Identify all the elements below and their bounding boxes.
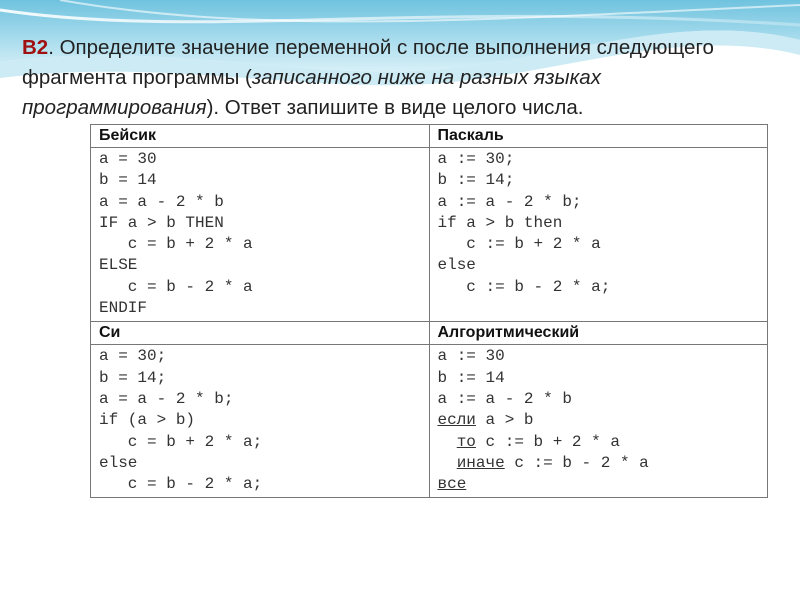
- code-line: b = 14: [99, 171, 157, 190]
- keyword-then: то: [456, 432, 476, 451]
- code-line: [438, 432, 760, 453]
- code-basic: [91, 148, 430, 322]
- code-line: ENDIF: [99, 299, 148, 318]
- code-line: [438, 474, 760, 495]
- header-algo: Алгоритмический: [429, 322, 768, 345]
- keyword-else: иначе: [456, 453, 505, 472]
- header-basic: Бейсик: [91, 125, 430, 148]
- code-line: a := 30: [437, 347, 505, 366]
- code-line: if (a > b): [99, 411, 196, 430]
- indent: [438, 433, 457, 451]
- code-line: a := a - 2 * b;: [437, 192, 582, 211]
- task-text-italic: записанного ниже на разных языках программирования: [22, 66, 601, 119]
- task-text-before: . Определите значение переменной с после выполнения следующего фрагмента программы (: [22, 36, 714, 89]
- code-line: IF a > b THEN: [99, 213, 224, 232]
- code-table: [90, 124, 768, 498]
- task-text-after: ). Ответ запишите в виде целого числа.: [206, 96, 584, 119]
- header-c: Си: [91, 322, 430, 345]
- code-line: c := b - 2 * a;: [437, 277, 611, 296]
- task-statement: [22, 33, 782, 123]
- indent: [438, 454, 457, 472]
- code-line: [438, 453, 760, 474]
- code-text: c := b - 2 * a: [504, 453, 649, 472]
- code-line: b := 14;: [437, 171, 515, 190]
- code-line: c = b - 2 * a: [99, 277, 253, 296]
- code-algo: [429, 345, 768, 498]
- code-line: c := b + 2 * a: [437, 235, 601, 254]
- code-line: ELSE: [99, 256, 138, 275]
- code-line: else: [437, 256, 476, 275]
- code-text: a > b: [475, 411, 534, 430]
- code-line: a = 30;: [99, 347, 167, 366]
- code-line: if a > b then: [437, 213, 563, 232]
- code-pascal: [429, 148, 768, 322]
- code-line: [438, 410, 760, 431]
- code-line: b = 14;: [99, 368, 167, 387]
- header-pascal: Паскаль: [429, 125, 768, 148]
- code-line: a = 30: [99, 150, 157, 168]
- code-line: a = a - 2 * b;: [99, 389, 234, 408]
- code-line: else: [99, 453, 138, 472]
- code-line: a := 30;: [437, 150, 515, 168]
- code-c: [91, 345, 430, 498]
- code-line: b := 14: [437, 368, 505, 387]
- code-line: c = b + 2 * a: [99, 235, 253, 254]
- code-text: c := b + 2 * a: [475, 432, 620, 451]
- keyword-if: если: [437, 411, 476, 430]
- keyword-end: все: [437, 475, 467, 494]
- code-line: a := a - 2 * b: [437, 389, 572, 408]
- task-number: B2: [22, 36, 49, 59]
- code-line: c = b + 2 * a;: [99, 432, 263, 451]
- code-line: a = a - 2 * b: [99, 192, 224, 211]
- code-line: c = b - 2 * a;: [99, 475, 263, 494]
